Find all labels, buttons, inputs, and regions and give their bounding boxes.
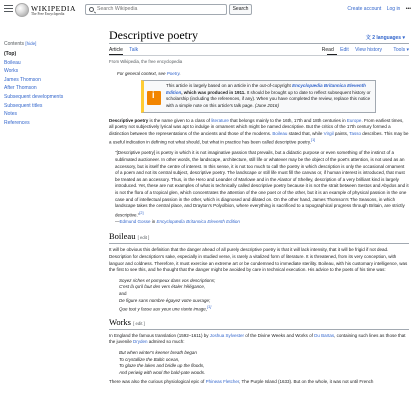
wikipedia-tagline: The Free Encyclopedia	[31, 12, 65, 16]
hatnote-text: For general context, see	[117, 70, 167, 76]
toc-item-boileau[interactable]: Boileau	[4, 59, 21, 66]
works-text: admired so much:	[147, 339, 185, 345]
poem-line-text: Que tout y fasse aux yeux une riante image,	[119, 306, 208, 312]
gosse-quote	[115, 150, 409, 225]
search-icon	[89, 7, 94, 12]
tab-tools[interactable]: Tools ▾	[393, 47, 409, 53]
intro-text: paints,	[333, 130, 350, 136]
language-button[interactable]	[366, 34, 405, 41]
poem-connector: and	[119, 291, 127, 297]
poem-line: To glaze the lakes and bridle up the floods,	[119, 363, 205, 369]
log-in-link[interactable]: Log in	[386, 6, 401, 12]
edit-section-works[interactable]: [ edit ]	[133, 320, 145, 326]
toc-item-works[interactable]: Works	[4, 68, 19, 75]
works-text: In England the famous translation (1592–1611) by	[109, 332, 210, 338]
tab-read[interactable]: Read	[321, 47, 334, 53]
link-eb1911[interactable]: Encyclopædia Britannica Eleventh Edition	[156, 218, 240, 224]
language-icon: 文	[365, 35, 373, 41]
link-boileau[interactable]: Boileau	[272, 130, 288, 136]
hatnote-link-poetry[interactable]: Poetry	[166, 70, 180, 76]
intro-text: describes. This may be a useful indication in defining not what should, but what in practice has been called descriptive poetry.	[109, 130, 409, 145]
works-paragraph-1	[109, 333, 409, 346]
works-text: of the Divine Weeks and Works of	[244, 332, 315, 338]
tab-edit[interactable]: Edit	[340, 47, 349, 53]
notice-text-3: It should be brought up to date to reflect subsequent history or scholarship (including the references, if any). When you have completed the review, replace this notice with a simple note on this article's talk page.	[166, 89, 371, 108]
search-box[interactable]	[85, 4, 227, 15]
page-title: Descriptive poetry	[109, 28, 198, 42]
toc-item-after-thomson[interactable]: After Thomson	[4, 85, 37, 92]
article-body	[109, 59, 409, 390]
link-du-bartas[interactable]: Du Bartas	[314, 332, 335, 338]
section-heading-works	[109, 317, 409, 330]
quote-in: in	[150, 218, 157, 224]
section-heading-boileau	[109, 231, 409, 244]
poem-line: Soyez riches et pompeux dans vos descriptions;	[119, 277, 216, 283]
notice-link-britannica[interactable]: Encyclopædia Britannica Eleventh Edition	[166, 83, 366, 95]
toc-item-james-thomson[interactable]: James Thomson	[4, 76, 41, 83]
toc-hide-button[interactable]: [hide]	[25, 41, 37, 46]
tools-label: Tools	[393, 47, 406, 53]
notice-text-2: , which was produced in 1911.	[181, 89, 246, 95]
search-button[interactable]: Search	[229, 4, 252, 15]
lead-term: Descriptive poetry	[109, 117, 149, 123]
link-dryden[interactable]: Dryden	[133, 339, 148, 345]
poem-line: De figure sans nombre égayez votre ouvrage;	[119, 297, 211, 303]
toc-item-references[interactable]: References	[4, 119, 30, 126]
search-input[interactable]	[97, 6, 197, 12]
toc-item-top[interactable]: (Top)	[4, 51, 17, 57]
poem-line: To crystallize the Baltic ocean,	[119, 356, 180, 362]
boileau-poem	[119, 278, 409, 311]
wikipedia-wordmark[interactable]: WIKIPEDIA	[31, 4, 76, 13]
user-links	[343, 6, 411, 12]
reference-1b[interactable]: [1]	[207, 305, 212, 310]
quote-dash: —	[115, 218, 120, 224]
quote-body: "[Descriptive poetry] is poetry in which it is not imaginative passion that prevails, but a didactic purpose or even something of the instinct of a sublimated auctioneer. In other words, the landscape, architecture, still life or whatever may be the object of the poet's attention, is not used as an accessory, but is itself the centre of interest. In this sense, it is not too much to call the poetry in which description is only the occasional ornament of a poem and not its central subject, descriptive poetry. The landscape or still life must fill the canvas or, if human interest is introduced, that must be treated as an accessory. Thus, in the Hero and Leander of Marlowe and in the Alastor of Shelley, description of a very brilliant kind is largely introduced. Yet, these are not examples of what is technically called descriptive poetry because it is not the strait between Sestos and Abydos and it is not the flora of a tropical glen, which concentrates the attention of the one poet or of the other, but it is an example of physical passion in the one case and of intellectual passion in the other, which is diagnosed and dilated on. On the other hand, James Thomson's The Seasons, in which landscape takes the central place, and Drayton's Polyolbion, where everything is sacrificed to a topographical progress through Britain, are strictly descriptive."	[115, 150, 409, 218]
works-text: There was also the curious physiological epic of	[109, 379, 206, 385]
tabs-divider	[109, 55, 409, 56]
link-tasso[interactable]: Tasso	[349, 130, 362, 136]
sylvester-poem	[119, 350, 409, 376]
toc-header	[4, 41, 94, 47]
edit-section-boileau[interactable]: [ edit ]	[137, 235, 150, 241]
reference-2[interactable]: [2]	[139, 210, 144, 215]
poem-line: C'est là qu'il faut des vers étaler l'élégance,	[119, 284, 206, 290]
site-header	[0, 0, 415, 20]
link-edmund-gosse[interactable]: Edmund Gosse	[119, 218, 151, 224]
language-count: 2 languages	[372, 35, 402, 41]
view-tabs	[317, 47, 409, 53]
intro-paragraph	[109, 118, 409, 147]
toc-item-notes[interactable]: Notes	[4, 111, 18, 118]
tagline: From Wikipedia, the free encyclopedia	[109, 59, 183, 64]
poem-line: And periwig with wool the bald-pate woods.	[119, 369, 206, 375]
reference-1[interactable]: [1]	[311, 138, 316, 143]
poem-line: But when winter's keener breath began	[119, 350, 197, 355]
notice-date: (June 2016)	[254, 102, 279, 108]
intro-text: that belongs mainly to the 16th, 17th and 18th centuries in	[228, 117, 347, 123]
tab-article[interactable]: Article	[109, 47, 123, 53]
main-menu-icon[interactable]	[4, 5, 13, 13]
notice-text-1: This article is largely based on an article in the out-of-copyright	[166, 83, 293, 89]
link-literature[interactable]: literature	[211, 117, 229, 123]
hatnote-end: .	[179, 70, 181, 76]
works-text: , containing such lines as those that the juvenile	[109, 332, 406, 345]
namespace-tabs	[109, 47, 143, 53]
link-joshua-sylvester[interactable]: Joshua Sylvester	[209, 332, 245, 338]
heading-text: Works	[109, 316, 131, 327]
works-paragraph-2	[109, 379, 409, 386]
create-account-link[interactable]: Create account	[347, 6, 382, 12]
more-options-icon[interactable]: •••	[405, 6, 411, 12]
heading-text: Boileau	[109, 231, 136, 242]
toc-item-subsequent-developments[interactable]: Subsequent developments	[4, 93, 64, 100]
link-europe[interactable]: Europe	[346, 117, 362, 123]
link-virgil[interactable]: Virgil	[323, 130, 334, 136]
intro-text: . From earliest times, all poetry not subjectively lyrical was apt to indulge in ornament which might be named descriptive. But the critics of the 17th century formed a distinction between the representations of the ancients and those of the moderns.	[109, 117, 404, 136]
title-divider	[109, 43, 409, 44]
eb1911-notice-box	[141, 80, 376, 112]
wikipedia-globe-icon[interactable]	[15, 3, 29, 17]
tab-view-history[interactable]: View history	[355, 47, 383, 53]
poem-line	[119, 304, 409, 311]
hatnote	[117, 71, 409, 78]
intro-text: stated that, while	[287, 130, 324, 136]
info-icon	[147, 91, 161, 105]
toc-title: Contents	[4, 41, 25, 47]
toc-item-subsequent-titles[interactable]: Subsequent titles	[4, 102, 43, 109]
table-of-contents	[4, 41, 94, 127]
link-phineas-fletcher[interactable]: Phineas Fletcher	[205, 379, 240, 385]
chevron-down-icon: ▾	[401, 35, 405, 41]
intro-text: is the name given to a class of	[148, 117, 212, 123]
tab-talk[interactable]: Talk	[129, 47, 139, 53]
works-text: , The Purple Island (1633). But on the whole, it was not until French	[239, 379, 374, 385]
boileau-paragraph: It will be obvious this definition that the danger ahead of all purely descriptive poetry is that it will lack intensity, that it will be frigid if not dead. Description for description's sake, especially in studied verse, is rarely a vitalized form of literature. It is threatened, from its very conception, with languor and coldness. Therefore, it must exercise an extreme art or be condemned to immediate sterility. Boileau, with his customary intelligence, was the first to see this, and he thought that the danger might be avoided by care in technical execution. His advice to the poets of his time was:	[109, 247, 408, 273]
